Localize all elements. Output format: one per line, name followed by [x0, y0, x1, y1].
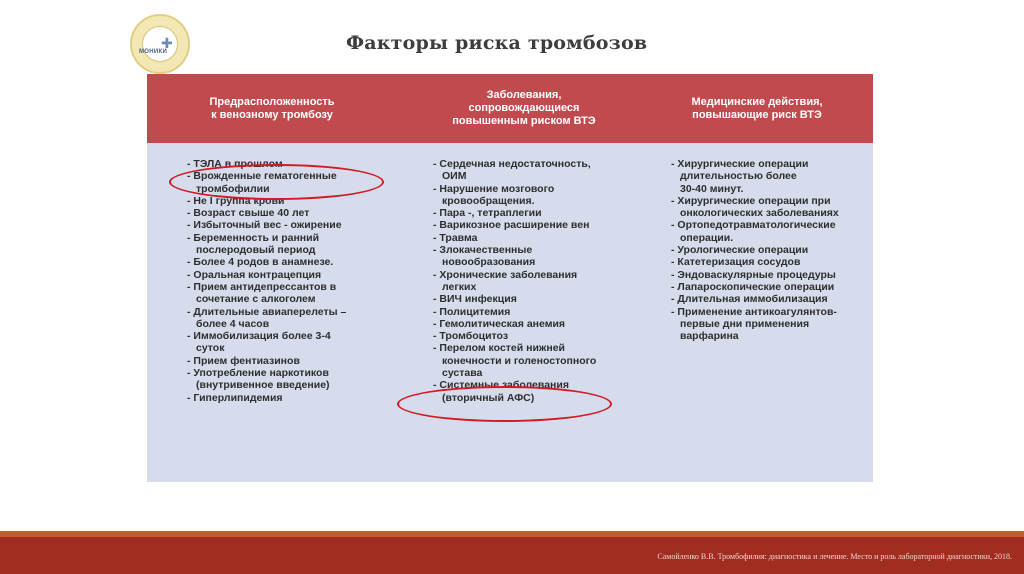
- list-item-text: - Эндоваскулярные процедуры: [671, 268, 836, 281]
- list-item-text: - Употребление наркотиков: [187, 367, 329, 380]
- list-item-continuation: онкологических заболеваниях: [680, 207, 839, 220]
- list-item: [433, 342, 643, 379]
- list-item: [433, 306, 643, 318]
- medical-actions-list: [671, 158, 871, 342]
- list-item-text: - Хирургические операции при: [671, 194, 831, 207]
- list-item: [187, 207, 397, 219]
- list-item-text: - Лапароскопические операции: [671, 280, 835, 293]
- header-line: повышающие риск ВТЭ: [692, 109, 822, 121]
- highlight-oval-aps: [397, 386, 612, 422]
- list-item-continuation: ОИМ: [442, 170, 467, 183]
- list-item-continuation: кровообращения.: [442, 194, 535, 207]
- list-item: [671, 244, 871, 256]
- list-item-text: - Иммобилизация более 3-4: [187, 330, 331, 343]
- list-item-text: - Прием фентиазинов: [187, 354, 300, 367]
- list-item-continuation: сочетание с алкоголем: [196, 293, 316, 306]
- footer: [0, 537, 1024, 574]
- list-item-text: - Ортопедотравматологические: [671, 219, 836, 232]
- list-item-text: - Длительные авиаперелеты –: [187, 305, 347, 318]
- column-header-medical-actions: [662, 96, 852, 122]
- list-item-text: - Травма: [433, 231, 478, 244]
- list-item-text: - Системные заболевания: [433, 379, 569, 392]
- list-item: [671, 281, 871, 293]
- list-item-text: - Оральная контрацепция: [187, 268, 322, 281]
- list-item: [671, 256, 871, 268]
- list-item: [187, 219, 397, 231]
- list-item-continuation: первые дни применения: [680, 317, 810, 330]
- list-item: [671, 195, 871, 220]
- list-item-continuation: сустава: [442, 367, 483, 380]
- list-item: [433, 269, 643, 294]
- list-item-continuation: суток: [196, 342, 225, 355]
- header-line: сопровождающиеся: [468, 102, 580, 114]
- list-item-continuation: варфарина: [680, 330, 739, 343]
- institution-logo: [130, 14, 190, 74]
- list-item-text: - Урологические операции: [671, 244, 809, 257]
- slide-title: Факторы риска тромбозов: [346, 32, 648, 54]
- header-line: Медицинские действия,: [691, 96, 823, 108]
- list-item-text: - Варикозное расширение вен: [433, 219, 590, 232]
- list-item-continuation: тромбофилии: [196, 182, 270, 195]
- list-item-text: - Не I группа крови: [187, 194, 285, 207]
- list-item-text: - Перелом костей нижней: [433, 342, 566, 355]
- list-item-continuation: 30-40 минут.: [680, 182, 744, 195]
- list-item-text: - Применение антикоагулянтов-: [671, 305, 837, 318]
- list-item-text: - Пара -, тетраплегии: [433, 207, 542, 220]
- list-item: [187, 367, 397, 392]
- list-item-text: - Гемолитическая анемия: [433, 317, 566, 330]
- list-item-continuation: новообразования: [442, 256, 536, 269]
- logo-text: МОНИКИ: [139, 49, 168, 55]
- header-line: Заболевания,: [486, 89, 562, 101]
- list-item-text: - Тромбоцитоз: [433, 330, 509, 343]
- list-item-text: - Гиперлипидемия: [187, 391, 283, 404]
- diseases-list: [433, 158, 643, 404]
- list-item: [187, 281, 397, 306]
- list-item: [671, 219, 871, 244]
- list-item-text: - Нарушение мозгового: [433, 182, 555, 195]
- list-item-text: - Полицитемия: [433, 305, 511, 318]
- list-item: [433, 207, 643, 219]
- header-line: Предрасположенность: [209, 96, 335, 108]
- list-item-text: - Длительная иммобилизация: [671, 293, 828, 306]
- list-item: [433, 318, 643, 330]
- list-item: [433, 293, 643, 305]
- risk-factors-table: [147, 74, 873, 482]
- list-item: [187, 306, 397, 331]
- list-item: [187, 355, 397, 367]
- logo-emblem: [142, 26, 178, 62]
- list-item-text: - Злокачественные: [433, 244, 533, 257]
- list-item: [187, 392, 397, 404]
- column-header-predisposition: [187, 96, 357, 122]
- list-item-text: - Прием антидепрессантов в: [187, 280, 337, 293]
- list-item-text: - Врожденные гематогенные: [187, 170, 337, 183]
- list-item-continuation: длительностью более: [680, 170, 797, 183]
- list-item-continuation: (внутривенное введение): [196, 379, 330, 392]
- list-item: [187, 256, 397, 268]
- list-item-text: - ТЭЛА в прошлом: [187, 158, 283, 170]
- medical-cross-icon: ✚: [161, 35, 173, 51]
- list-item-text: - Хирургические операции: [671, 158, 809, 170]
- list-item-text: - Хронические заболевания: [433, 268, 578, 281]
- list-item-text: - ВИЧ инфекция: [433, 293, 517, 306]
- list-item: [671, 306, 871, 343]
- list-item-text: - Возраст свыше 40 лет: [187, 207, 310, 220]
- list-item: [187, 269, 397, 281]
- list-item-continuation: легких: [442, 280, 477, 293]
- list-item-continuation: послеродовый период: [196, 244, 316, 257]
- list-item: [433, 183, 643, 208]
- list-item: [671, 158, 871, 195]
- list-item-continuation: (вторичный АФС): [442, 391, 535, 404]
- list-item-text: - Беременность и ранний: [187, 231, 320, 244]
- list-item: [433, 219, 643, 231]
- list-item: [671, 269, 871, 281]
- list-item: [671, 293, 871, 305]
- list-item: [433, 244, 643, 269]
- list-item: [433, 158, 643, 183]
- list-item-text: - Катетеризация сосудов: [671, 256, 801, 269]
- column-header-diseases: [429, 89, 619, 128]
- header-line: к венозному тромбозу: [211, 109, 333, 121]
- list-item-text: - Сердечная недостаточность,: [433, 158, 591, 170]
- list-item-continuation: более 4 часов: [196, 317, 270, 330]
- highlight-oval-thrombophilia: [169, 164, 384, 200]
- citation-text: Самойленко В.В. Тромбофилия: диагностика и лечение. Место и роль лабораторной диагностики, 2018.: [657, 552, 1012, 561]
- list-item: [187, 330, 397, 355]
- list-item-continuation: операции.: [680, 231, 734, 244]
- list-item: [433, 330, 643, 342]
- list-item: [433, 232, 643, 244]
- list-item-continuation: конечности и голеностопного: [442, 354, 597, 367]
- list-item-text: - Более 4 родов в анамнезе.: [187, 256, 334, 269]
- header-line: повышенным риском ВТЭ: [452, 115, 596, 127]
- list-item-text: - Избыточный вес - ожирение: [187, 219, 342, 232]
- list-item: [187, 232, 397, 257]
